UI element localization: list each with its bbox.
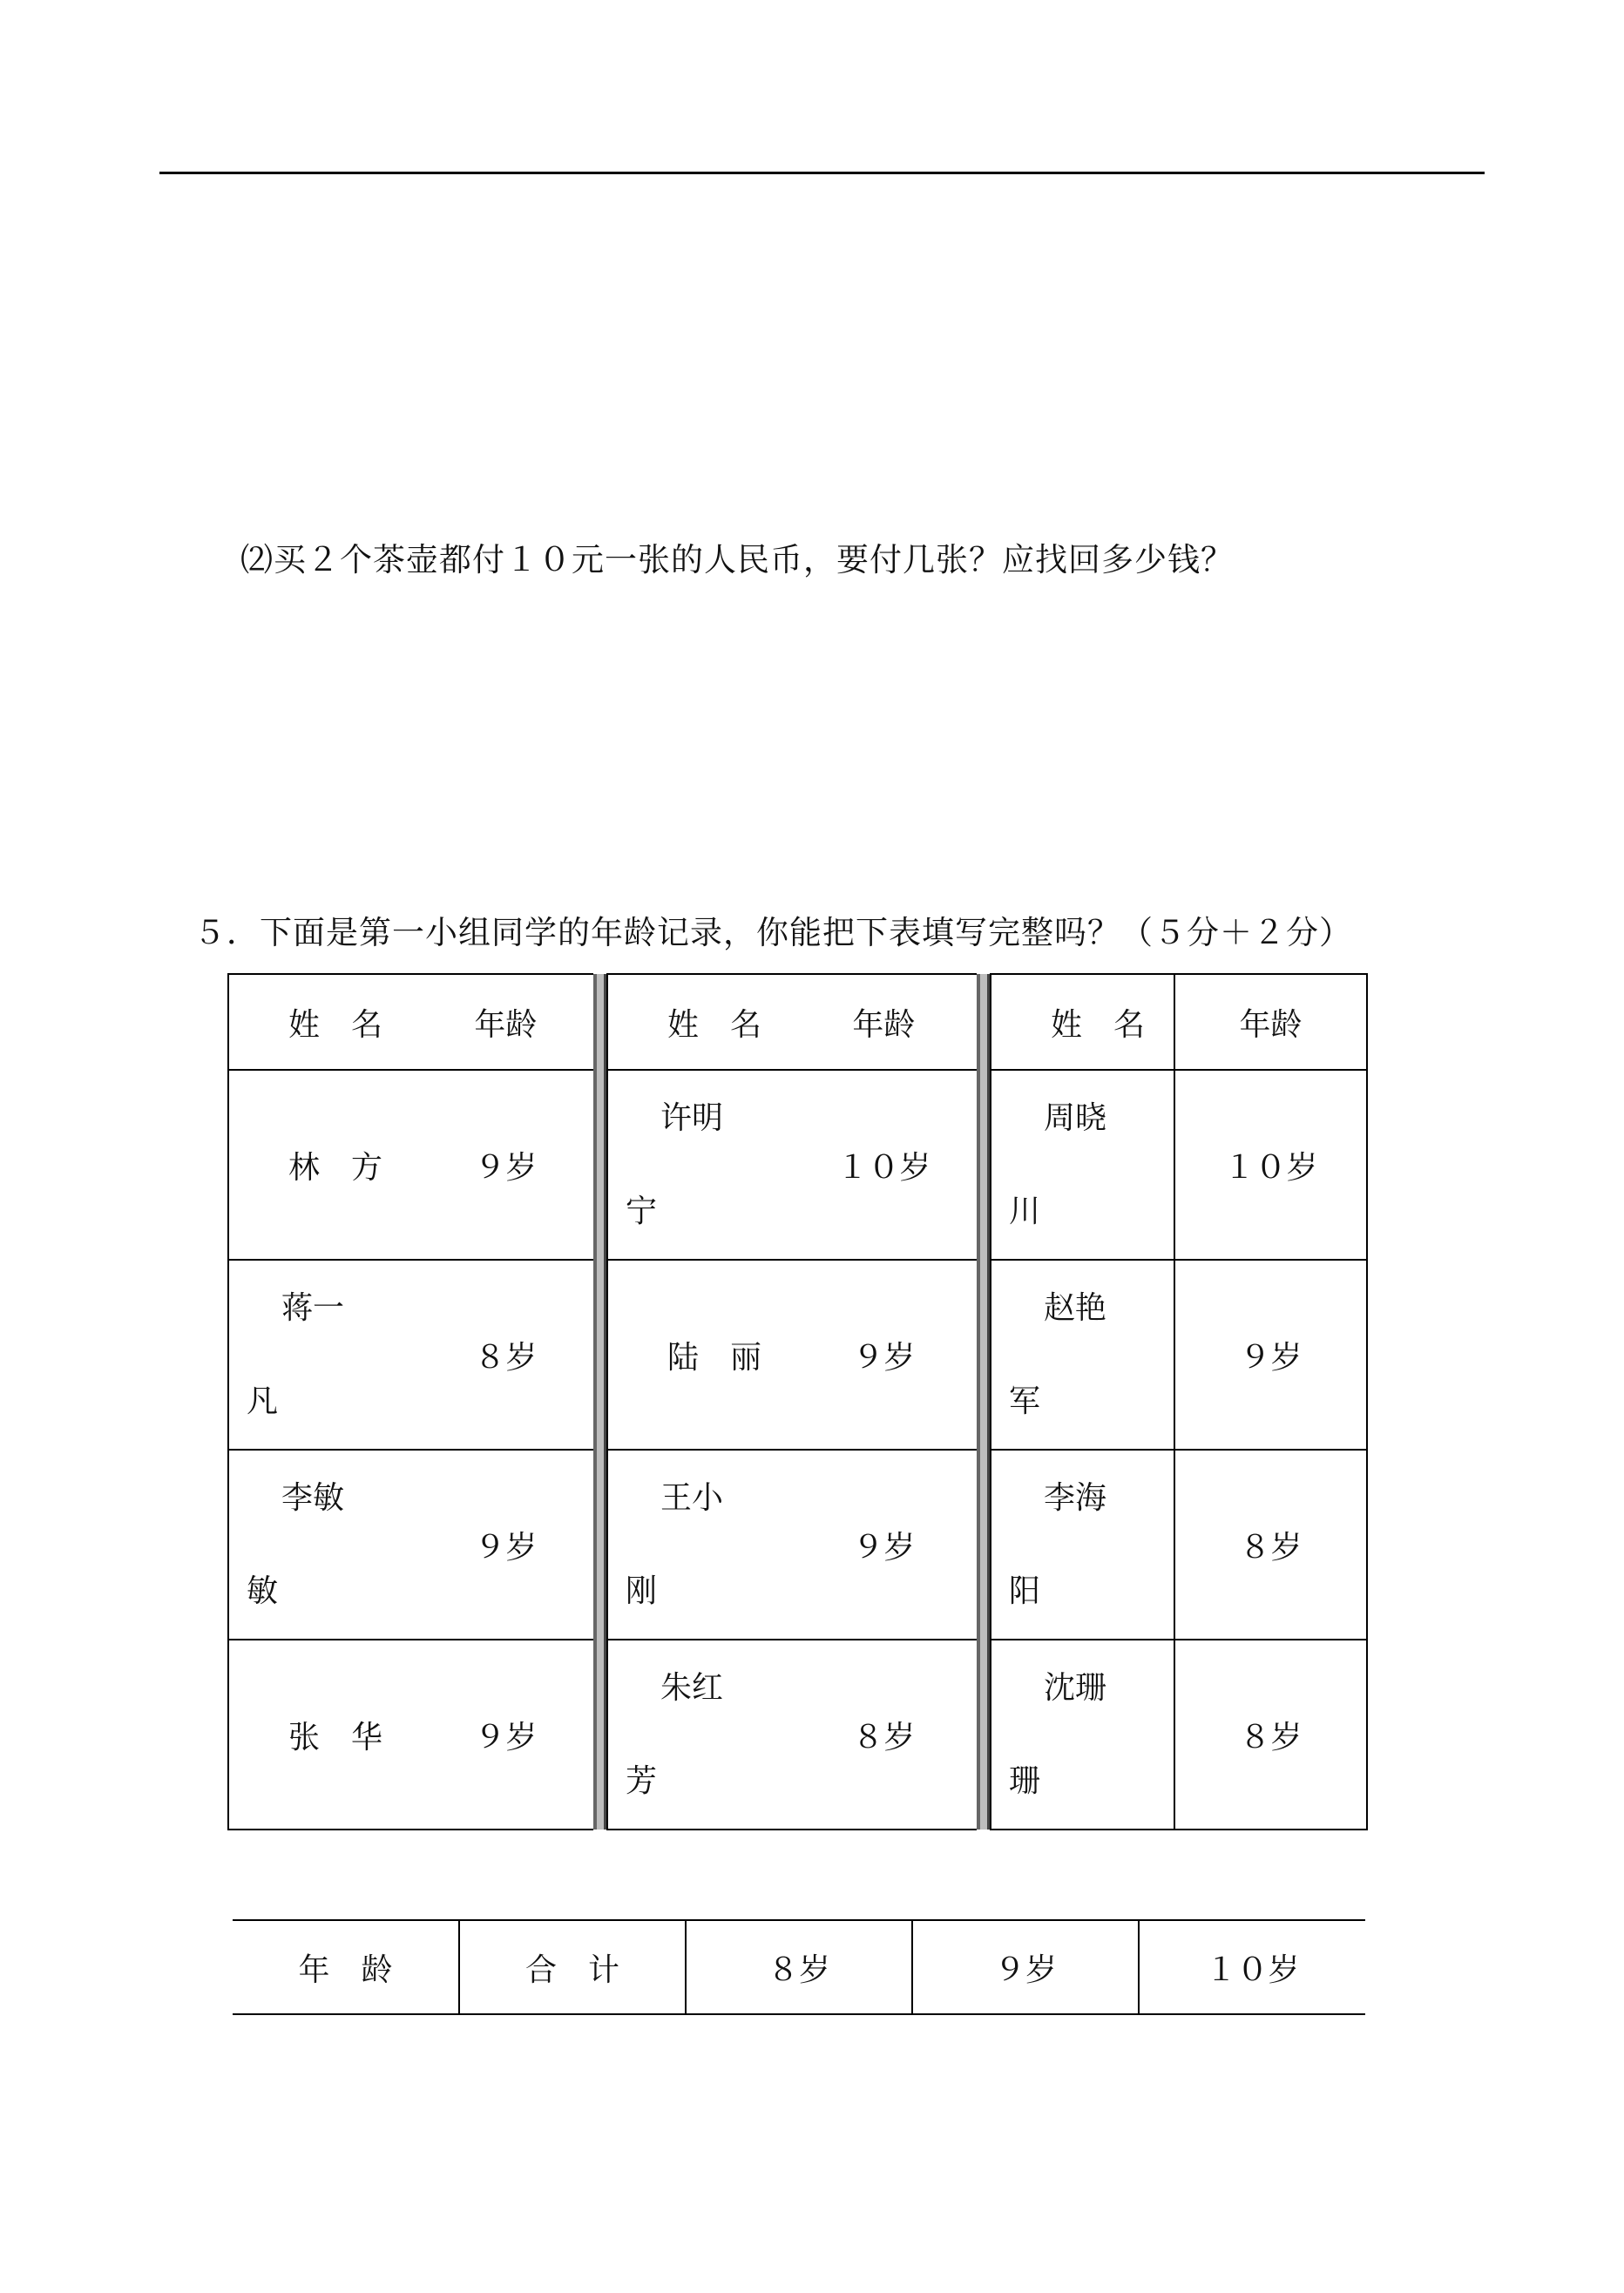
name-cell: 许明 宁 [607, 1070, 791, 1260]
header-name-3: 姓 名 [991, 974, 1174, 1070]
summary-age-8: ８岁 [686, 1920, 912, 2014]
column-divider [593, 974, 607, 1830]
name-cell: 王小 刚 [607, 1450, 791, 1640]
name-cell: 李敏 敏 [228, 1450, 418, 1640]
question-2-text: ⑵买２个茶壶都付１０元一张的人民币，要付几张？应找回多少钱？ [240, 541, 1234, 578]
summary-row [233, 1920, 1365, 2014]
name-cell: 张 华 [228, 1640, 418, 1830]
header-rule [159, 172, 1485, 174]
name-cell: 赵艳 军 [991, 1260, 1174, 1450]
age-cell: ９岁 [418, 1070, 593, 1260]
age-summary-table [233, 1919, 1365, 2015]
age-cell: ９岁 [418, 1640, 593, 1830]
age-cell: １０岁 [1174, 1070, 1367, 1260]
summary-label-total: 合 计 [459, 1920, 686, 2014]
summary-label-age: 年 龄 [233, 1920, 459, 2014]
table-header-row [228, 974, 1367, 1070]
name-cell: 沈珊 珊 [991, 1640, 1174, 1830]
name-cell: 朱红 芳 [607, 1640, 791, 1830]
header-age-1: 年龄 [418, 974, 593, 1070]
name-cell: 蒋一 凡 [228, 1260, 418, 1450]
age-cell: ９岁 [791, 1260, 977, 1450]
age-cell: １０岁 [791, 1070, 977, 1260]
age-cell: ８岁 [791, 1640, 977, 1830]
summary-age-10: １０岁 [1139, 1920, 1365, 2014]
header-name-2: 姓 名 [607, 974, 791, 1070]
table-row [228, 1640, 1367, 1830]
age-cell: ９岁 [1174, 1260, 1367, 1450]
table-row [228, 1450, 1367, 1640]
age-cell: ９岁 [791, 1450, 977, 1640]
column-divider [977, 974, 991, 1830]
name-cell: 陆 丽 [607, 1260, 791, 1450]
table-row [228, 1070, 1367, 1260]
name-cell: 林 方 [228, 1070, 418, 1260]
age-record-table [227, 973, 1368, 1830]
name-cell: 李海 阳 [991, 1450, 1174, 1640]
age-cell: ９岁 [418, 1450, 593, 1640]
age-cell: ８岁 [1174, 1640, 1367, 1830]
header-age-3: 年龄 [1174, 974, 1367, 1070]
name-cell: 周晓 川 [991, 1070, 1174, 1260]
summary-age-9: ９岁 [912, 1920, 1139, 2014]
age-cell: ８岁 [418, 1260, 593, 1450]
age-cell: ８岁 [1174, 1450, 1367, 1640]
question-5-text: ５．下面是第一小组同学的年龄记录，你能把下表填写完整吗？（５分＋２分） [193, 914, 1352, 951]
table-row [228, 1260, 1367, 1450]
header-name-1: 姓 名 [228, 974, 418, 1070]
header-age-2: 年龄 [791, 974, 977, 1070]
